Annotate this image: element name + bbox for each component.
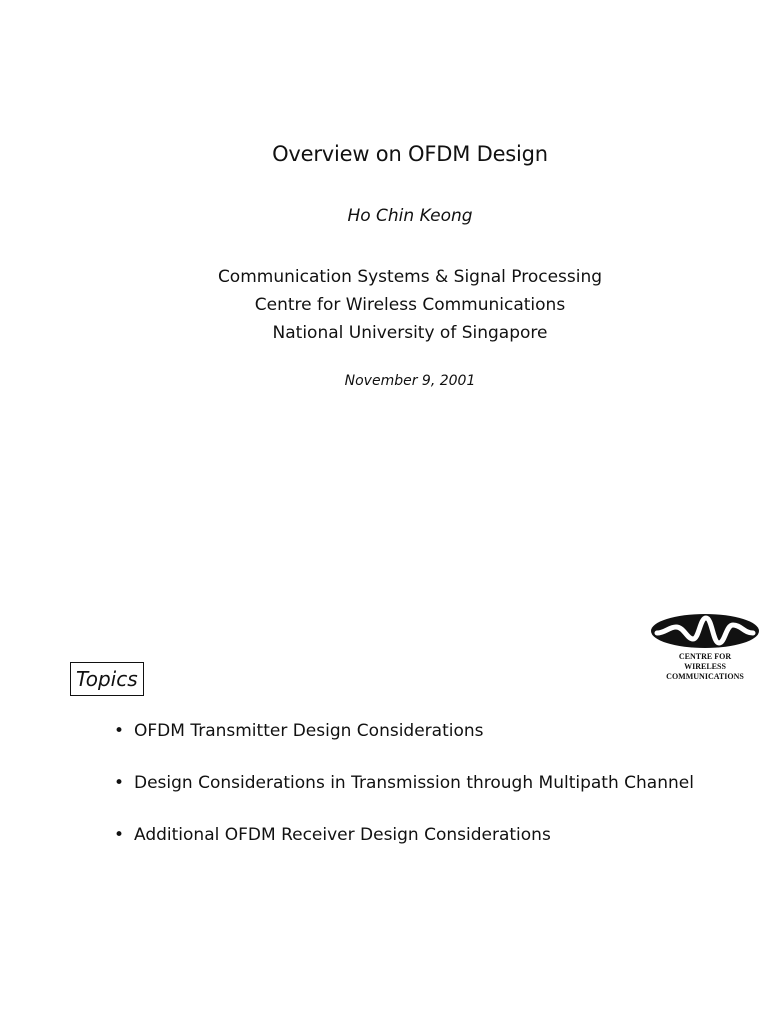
topics-heading: Topics xyxy=(70,662,144,696)
bullet-icon: • xyxy=(114,721,125,741)
bullet-icon: • xyxy=(114,773,125,793)
cwc-logo-text xyxy=(646,652,764,682)
author-name: Ho Chin Keong xyxy=(347,206,473,226)
bullet-icon: • xyxy=(114,825,125,845)
logo-line-3: COMMUNICATIONS xyxy=(666,672,744,681)
affiliation-line-1: Communication Systems & Signal Processing xyxy=(217,267,603,287)
document-date: November 9, 2001 xyxy=(344,373,476,389)
topic-text: OFDM Transmitter Design Considerations xyxy=(134,721,484,741)
list-item xyxy=(114,718,694,744)
affiliation-line-3: National University of Singapore xyxy=(272,323,548,343)
list-item xyxy=(114,770,694,796)
topic-text: Additional OFDM Receiver Design Considerations xyxy=(134,825,551,845)
affiliation-block xyxy=(0,263,768,347)
logo-line-1: CENTRE FOR xyxy=(678,652,732,661)
list-item xyxy=(114,822,694,848)
document-title: Overview on OFDM Design xyxy=(272,142,548,166)
topics-list xyxy=(114,718,694,874)
affiliation-line-2: Centre for Wireless Communications xyxy=(254,295,566,315)
cwc-logo-emblem-icon xyxy=(649,612,761,650)
logo-line-2: WIRELESS xyxy=(684,662,726,671)
topic-text: Design Considerations in Transmission through Multipath Channel xyxy=(134,773,694,793)
cwc-logo xyxy=(646,612,764,692)
